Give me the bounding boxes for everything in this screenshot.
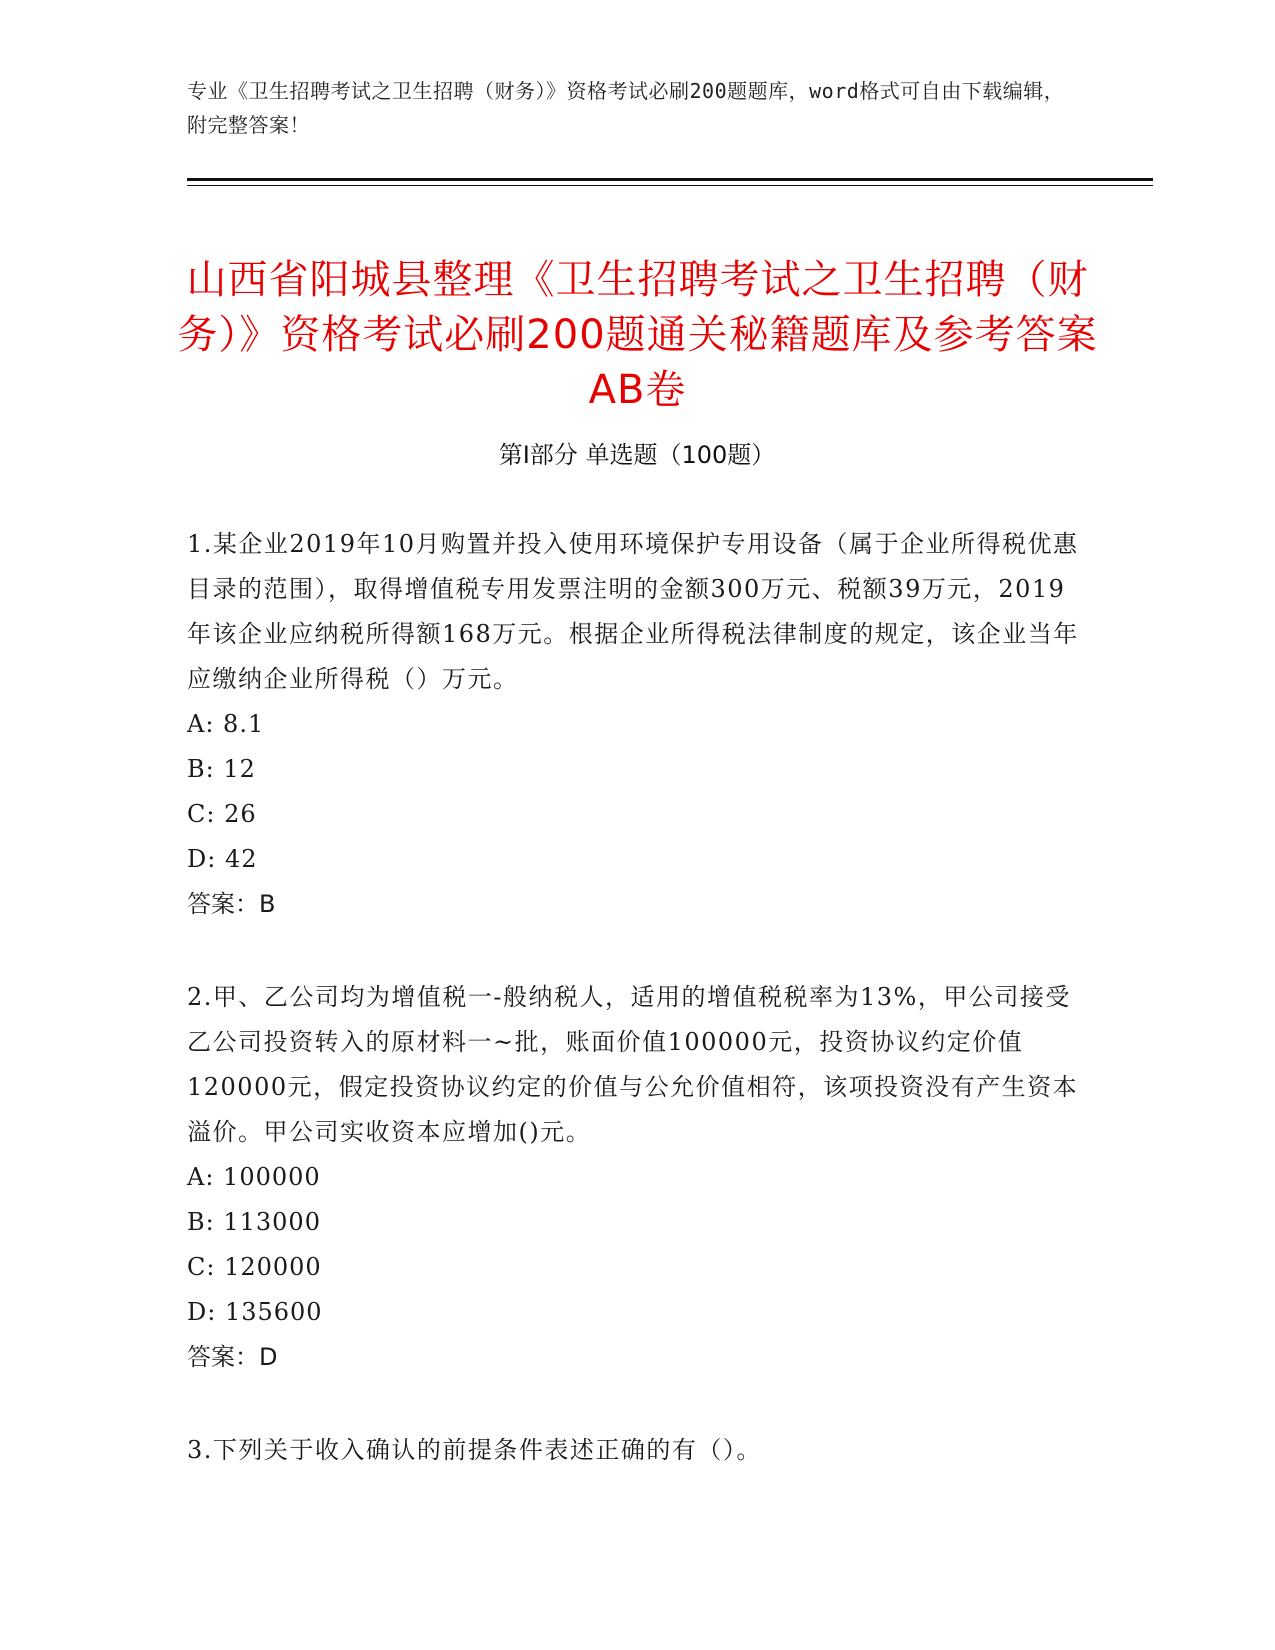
option-c: C: 120000 [187, 1253, 322, 1281]
option-c: C: 26 [187, 800, 257, 828]
option-a: A: 8.1 [187, 710, 265, 738]
header-divider [187, 178, 1153, 181]
answer: 答案：B [187, 890, 276, 918]
question-1 [187, 522, 1087, 927]
question-2 [187, 975, 1087, 1380]
option-d: D: 135600 [187, 1298, 323, 1326]
document-title: 山西省阳城县整理《卫生招聘考试之卫生招聘（财务）》资格考试必刷200题通关秘籍题库及参考答案AB卷 [177, 256, 1098, 413]
answer: 答案：D [187, 1343, 278, 1371]
question-stem: 3.下列关于收入确认的前提条件表述正确的有（）。 [187, 1436, 762, 1464]
question-stem: 2.甲、乙公司均为增值税一-般纳税人，适用的增值税税率为13%，甲公司接受乙公司投资转入的原材料一~批，账面价值100000元，投资协议约定价值120000元，假定投资协议约定的价值与公允价值相符，该项投资没有产生资本溢价。甲公司实收资本应增加()元。 [187, 983, 1079, 1146]
question-3 [187, 1428, 1087, 1473]
option-b: B: 113000 [187, 1208, 321, 1236]
question-stem: 1.某企业2019年10月购置并投入使用环境保护专用设备（属于企业所得税优惠目录的范围），取得增值税专用发票注明的金额300万元、税额39万元，2019年该企业应纳税所得额168万元。根据企业所得税法律制度的规定，该企业当年应缴纳企业所得税（）万元。 [187, 530, 1079, 693]
header-divider-thin [187, 185, 1153, 186]
option-d: D: 42 [187, 845, 258, 873]
option-b: B: 12 [187, 755, 256, 783]
section-title: 第I部分 单选题（100题） [498, 441, 776, 469]
option-a: A: 100000 [187, 1163, 321, 1191]
header-note: 专业《卫生招聘考试之卫生招聘（财务）》资格考试必刷200题题库，word格式可自由下载编辑，附完整答案！ [187, 79, 1065, 137]
